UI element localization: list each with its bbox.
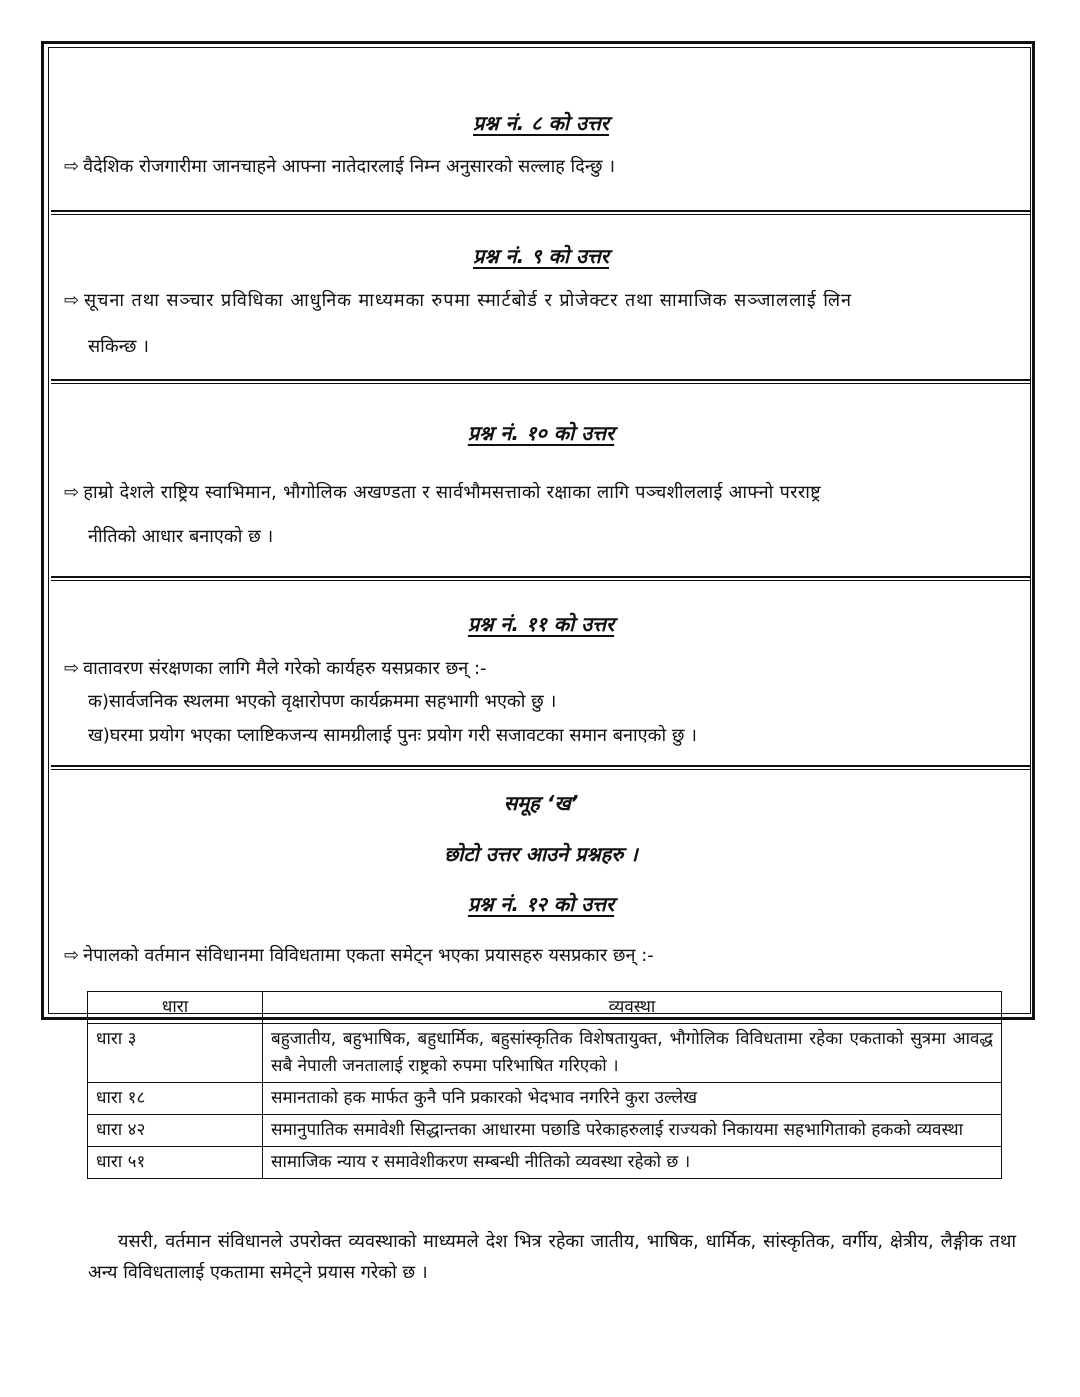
arrow-icon: ⇨: [64, 156, 80, 177]
section-divider: [51, 765, 1031, 770]
q11-item-a: क)सार्वजनिक स्थलमा भएको वृक्षारोपण कार्यक्रममा सहभागी भएको छु ।: [88, 691, 557, 712]
table-row: [88, 1024, 1002, 1083]
q10-answer-line1: ⇨ हाम्रो देशले राष्ट्रिय स्वाभिमान, भौगोलिक अखण्डता र सार्वभौमसत्ताको रक्षाका लागि पञ्चशीललाई आफ्नो परराष्ट्र: [64, 480, 821, 506]
article-cell: धारा ५१: [88, 1147, 263, 1179]
group-subtitle: छोटो उत्तर आउने प्रश्नहरु ।: [444, 842, 638, 866]
arrow-icon: ⇨: [64, 658, 80, 679]
section-divider: [51, 379, 1031, 384]
q8-answer: ⇨ वैदेशिक रोजगारीमा जानचाहने आफ्ना नातेदारलाई निम्न अनुसारको सल्लाह दिन्छु ।: [64, 154, 615, 180]
table-row: [88, 1147, 1002, 1179]
q9-heading: प्रश्न नं. ९ को उत्तर: [473, 244, 609, 268]
article-cell: धारा ४२: [88, 1115, 263, 1147]
table-row: [88, 1115, 1002, 1147]
table-header-provision: व्यवस्था: [263, 992, 1002, 1024]
table-header-row: [88, 992, 1002, 1024]
q9-answer-line1: ⇨ सूचना तथा सञ्चार प्रविधिका आधुनिक माध्यमका रुपमा स्मार्टबोर्ड र प्रोजेक्टर तथा सामाजिक सञ्जाललाई लिन: [64, 288, 852, 314]
table-row: [88, 1083, 1002, 1115]
section-divider: [51, 576, 1031, 581]
arrow-icon: ⇨: [64, 290, 80, 311]
table-header-article: धारा: [88, 992, 263, 1024]
provision-cell: समानुपातिक समावेशी सिद्धान्तका आधारमा पछाडि परेकाहरुलाई राज्यको निकायमा सहभागिताको हकको व्यवस्था: [263, 1115, 1002, 1147]
q12-heading: प्रश्न नं. १२ को उत्तर: [467, 892, 615, 916]
constitution-articles-table: [87, 991, 1002, 1179]
q11-answer-intro: ⇨ वातावरण संरक्षणका लागि मैले गरेको कार्यहरु यसप्रकार छन् :-: [64, 656, 487, 682]
q12-answer-intro: ⇨ नेपालको वर्तमान संविधानमा विविधतामा एकता समेट्न भएका प्रयासहरु यसप्रकार छन् :-: [64, 943, 654, 969]
q11-item-b: ख)घरमा प्रयोग भएका प्लाष्टिकजन्य सामग्रीलाई पुनः प्रयोग गरी सजावटका समान बनाएको छु ।: [88, 725, 697, 746]
q11-heading: प्रश्न नं. ११ को उत्तर: [467, 612, 615, 636]
provision-cell: सामाजिक न्याय र समावेशीकरण सम्बन्धी नीतिको व्यवस्था रहेको छ ।: [263, 1147, 1002, 1179]
q10-answer-line2: नीतिको आधार बनाएको छ ।: [88, 526, 274, 547]
q8-heading: प्रश्न नं. ८ को उत्तर: [473, 111, 609, 135]
q10-heading: प्रश्न नं. १० को उत्तर: [467, 421, 615, 445]
article-cell: धारा ३: [88, 1024, 263, 1083]
arrow-icon: ⇨: [64, 945, 80, 966]
provision-cell: बहुजातीय, बहुभाषिक, बहुधार्मिक, बहुसांस्कृतिक विशेषतायुक्त, भौगोलिक विविधतामा रहेका एकताको सुत्रमा आवद्ध सबै नेपाली जनतालाई राष्ट्रको रुपमा परिभाषित गरिएको ।: [263, 1024, 1002, 1083]
section-divider: [51, 210, 1031, 215]
arrow-icon: ⇨: [64, 482, 80, 503]
conclusion-paragraph: यसरी, वर्तमान संविधानले उपरोक्त व्यवस्थाको माध्यमले देश भित्र रहेका जातीय, भाषिक, धार्मिक, सांस्कृतिक, वर्गीय, क्षेत्रीय, लैङ्गीक तथा अन्य विविधतालाई एकतामा समेट्ने प्रयास गरेको छ ।: [88, 1231, 1016, 1283]
provision-cell: समानताको हक मार्फत कुनै पनि प्रकारको भेदभाव नगरिने कुरा उल्लेख: [263, 1083, 1002, 1115]
article-cell: धारा १८: [88, 1083, 263, 1115]
q9-answer-line2: सकिन्छ ।: [88, 336, 149, 357]
group-title: समूह ‘ख’: [503, 791, 579, 815]
